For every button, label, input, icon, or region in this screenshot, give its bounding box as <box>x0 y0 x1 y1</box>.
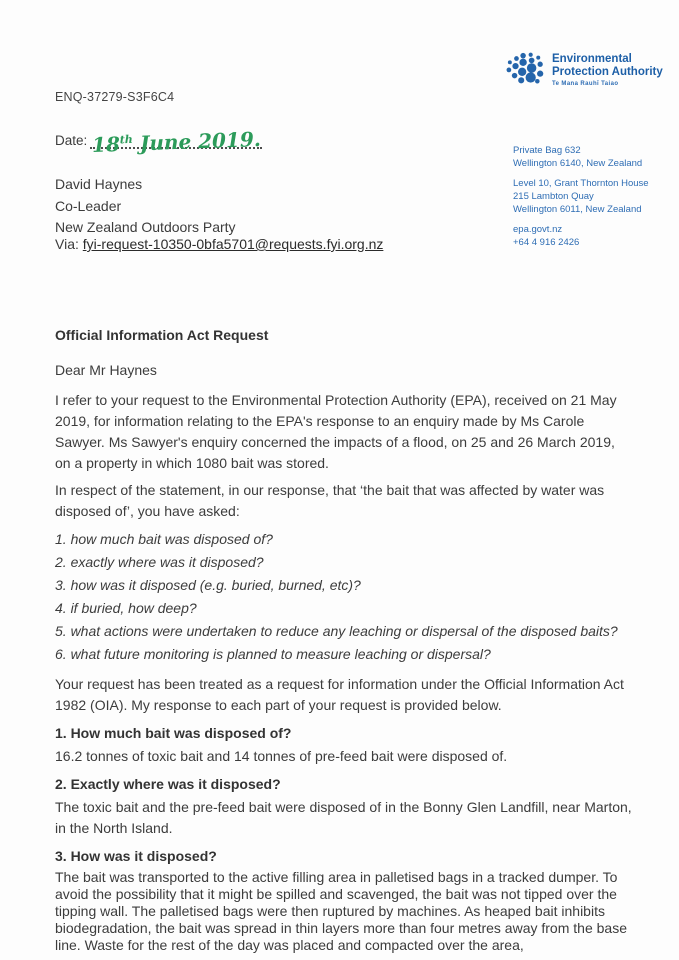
question-list <box>55 528 632 666</box>
paragraph-intro: I refer to your request to the Environmental Protection Authority (EPA), received on 21 May 2019, for information relating to the EPA's response to an enquiry made by Ms Carole Sawyer. Ms Sawyer's enquiry concerned the impacts of a flood, on 25 and 26 March 2019, on a property in which 1080 bait was stored. <box>55 392 617 471</box>
epa-org-line2: Protection Authority <box>552 66 663 78</box>
contact-line: Level 10, Grant Thornton House <box>513 178 649 189</box>
recipient-block <box>55 174 236 239</box>
contact-block <box>513 144 649 256</box>
handwritten-date: 18th June 2019. <box>91 127 262 157</box>
contact-street-address <box>513 177 649 216</box>
contact-line: Wellington 6011, New Zealand <box>513 204 642 215</box>
answer-body-2: The toxic bait and the pre-feed bait were disposed of in the Bonny Glen Landfill, near Marton, in the North Island. <box>55 799 632 836</box>
answer-body-1: 16.2 tonnes of toxic bait and 14 tonnes of pre-feed bait were disposed of. <box>55 748 508 764</box>
date-dotted-line <box>90 127 262 157</box>
paragraph-statement: In respect of the statement, in our response, that ‘the bait that was affected by water was disposed of’, you have asked: <box>55 482 605 519</box>
contact-postal-address <box>513 144 649 170</box>
question-item: 4. if buried, how deep? <box>55 600 197 616</box>
question-item: 1. how much bait was disposed of? <box>55 531 273 547</box>
via-label: Via: <box>55 236 83 252</box>
question-item: 6. what future monitoring is planned to measure leaching or dispersal? <box>55 646 491 662</box>
contact-line: Wellington 6140, New Zealand <box>513 158 643 169</box>
question-item: 3. how was it disposed (e.g. buried, burned, etc)? <box>55 577 361 593</box>
reference-number: ENQ-37279-S3F6C4 <box>55 90 175 104</box>
answer-heading-1: 1. How much bait was disposed of? <box>55 725 292 741</box>
epa-org-line1: Environmental <box>552 53 632 65</box>
recipient-name: David Haynes <box>55 176 143 192</box>
epa-logo-dots-icon <box>504 50 546 86</box>
contact-web-phone <box>513 223 649 249</box>
subject-heading: Official Information Act Request <box>55 327 269 343</box>
answer-heading-2: 2. Exactly where was it disposed? <box>55 776 281 792</box>
date-label: Date: <box>55 133 88 148</box>
epa-tagline: Te Mana Rauhī Taiao <box>552 81 619 87</box>
contact-website: epa.govt.nz <box>513 224 563 235</box>
paragraph-oia: Your request has been treated as a request for information under the Official Information Act 1982 (OIA). My response to each part of your request is provided below. <box>55 676 624 713</box>
question-item: 2. exactly where was it disposed? <box>55 554 264 570</box>
contact-line: 215 Lambton Quay <box>513 191 594 202</box>
date-line <box>55 127 262 157</box>
epa-logo-text <box>552 50 663 87</box>
via-line <box>55 236 383 252</box>
recipient-role: Co-Leader <box>55 197 122 214</box>
email-link[interactable]: fyi-request-10350-0bfa5701@requests.fyi.org.nz <box>82 236 384 252</box>
recipient-org: New Zealand Outdoors Party <box>55 219 236 235</box>
question-item: 5. what actions were undertaken to reduce any leaching or dispersal of the disposed baits? <box>55 623 618 639</box>
answer-body-3: The bait was transported to the active filling area in palletised bags in a tracked dumper. To avoid the possibility that it might be spilled and scavenged, the bait was not tipped over the tipping wall. The palletised bags were then ruptured by machines. As heaped bait inhibits biodegradation, the bait was spread in thin layers more than four metres away from the base line. Waste for the rest of the day was placed and compacted over the area, <box>55 869 627 953</box>
contact-phone: +64 4 916 2426 <box>513 237 580 248</box>
contact-line: Private Bag 632 <box>513 145 581 156</box>
epa-logo <box>504 50 663 87</box>
salutation: Dear Mr Haynes <box>55 362 157 378</box>
letter-body <box>55 325 632 954</box>
answer-heading-3: 3. How was it disposed? <box>55 848 217 864</box>
